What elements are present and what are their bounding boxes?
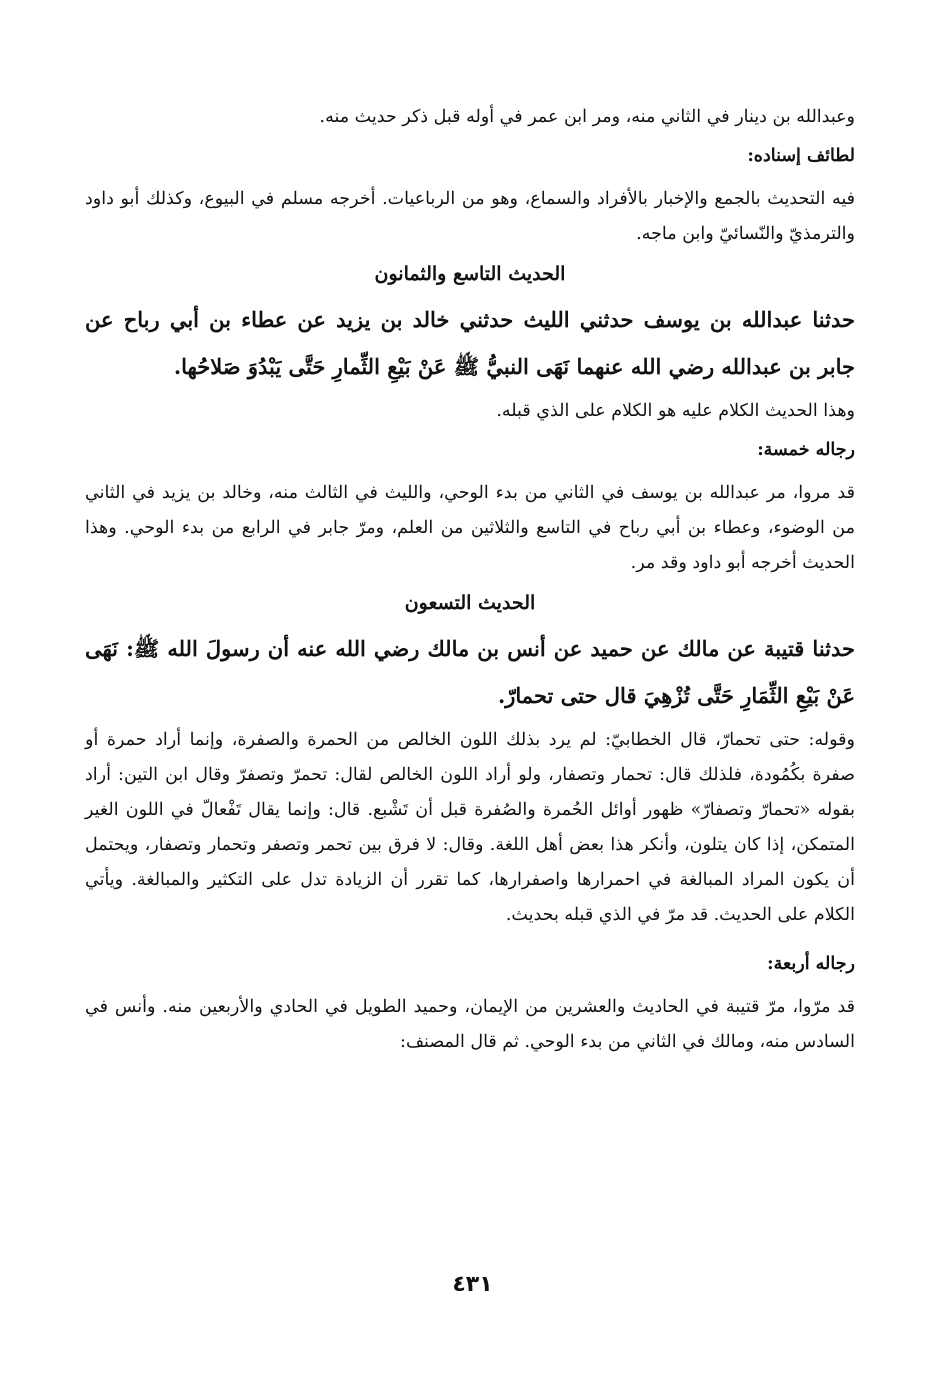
paragraph-latif: فيه التحديث بالجمع والإخبار بالأفراد والسماع، وهو من الرباعيات. أخرجه مسلم في البيوع، وكذلك أبو داود والترمذيّ والنّسائيّ وابن ماجه. [85, 189, 855, 244]
paragraph-intro: وعبدالله بن دينار في الثاني منه، ومر ابن عمر في أوله قبل ذكر حديث منه. [319, 107, 855, 127]
section-label-rijal-5: رجاله خمسة: [757, 440, 855, 460]
section-label-rijal-4: رجاله أربعة: [767, 954, 855, 974]
page-content [85, 100, 855, 1060]
page-number: ٤٣١ [452, 1272, 493, 1297]
hadith-89-text: حدثنا عبدالله بن يوسف حدثني الليث حدثني خالد بن يزيد عن عطاء بن أبي رباح عن جابر بن عبدالله رضي الله عنهما نَهَى النبيُّ ﷺ عَنْ بَيْعِ الثِّمارِ حَتَّى يَبْدُوَ صَلاحُها. [85, 307, 855, 379]
heading-hadith-89: الحديث التاسع والثمانون [374, 263, 566, 285]
paragraph-rijal-4: قد مرّوا، مرّ قتيبة في الحاديث والعشرين من الإيمان، وحميد الطويل في الحادي والأربعين منه. وأنس في السادس منه، ومالك في الثاني من بدء الوحي. ثم قال المصنف: [85, 997, 855, 1052]
paragraph-hadith-89-note: وهذا الحديث الكلام عليه هو الكلام على الذي قبله. [496, 401, 855, 421]
heading-hadith-90: الحديث التسعون [404, 592, 536, 614]
paragraph-rijal-5: قد مروا، مر عبدالله بن يوسف في الثاني من بدء الوحي، والليث في الثالث منه، وخالد بن يزيد في الثاني من الوضوء، وعطاء بن أبي رباح في التاسع والثلاثين من العلم، ومرّ جابر في الرابع من بدء الوحي. وهذا الحديث أخرجه أبو داود وقد مر. [85, 483, 855, 573]
paragraph-hadith-90-commentary: وقوله: حتى تحمارّ، قال الخطابيّ: لم يرد بذلك اللون الخالص من الحمرة والصفرة، وإنما أراد حمرة أو صفرة بكُمُودة، فلذلك قال: تحمار وتصفار، ولو أراد اللون الخالص لقال: تحمرّ وتصفرّ وقال ابن التين: أراد بقوله «تحمارّ وتصفارّ» ظهور أوائل الحُمرة والصُفرة قبل أن تَشْبع. قال: وإنما يقال تَفْعالّ في اللون الغير المتمكن، إذا كان يتلون، وأنكر هذا بعض أهل اللغة. وقال: لا فرق بين تحمر وتصفر وتحمار وتصفار، ويحتمل أن يكون المراد المبالغة في احمرارها واصفرارها، كما تقرر أن الزيادة تدل على التكثير والمبالغة. ويأتي الكلام على الحديث. قد مرّ في الذي قبله بحديث. [85, 730, 855, 925]
hadith-90-text: حدثنا قتيبة عن مالك عن حميد عن أنس بن مالك رضي الله عنه أن رسولَ الله ﷺ: نَهَى عَنْ بَيْعِ الثِّمَارِ حَتَّى تُزْهِيَ قال حتى تحمارّ. [85, 636, 855, 708]
section-label-latif: لطائف إسناده: [747, 146, 855, 166]
